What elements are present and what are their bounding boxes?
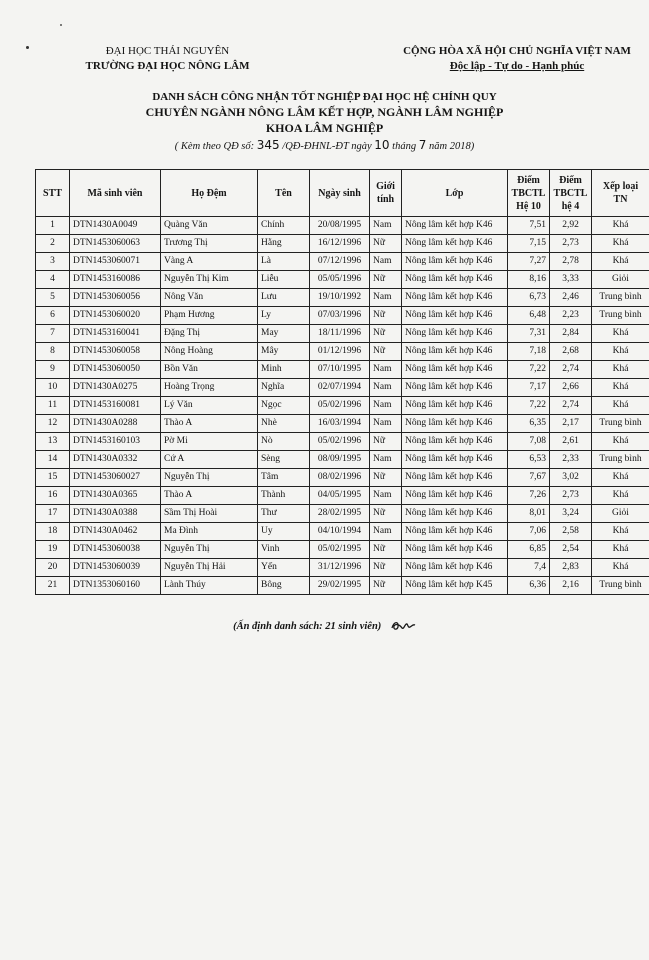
cell-student-id: DTN1353060160 [70,577,161,595]
cell-classification: Khá [592,217,649,235]
cell-student-id: DTN1453060039 [70,559,161,577]
cell-stt: 9 [36,361,70,379]
cell-gender: Nam [370,361,402,379]
table-row [36,271,649,289]
cell-classification: Khá [592,541,649,559]
cell-gpa10: 7,22 [508,397,550,415]
cell-student-id: DTN1430A0462 [70,523,161,541]
cell-birth-date: 01/12/1996 [310,343,370,361]
document-title: DANH SÁCH CÔNG NHẬN TỐT NGHIỆP ĐẠI HỌC HỆ CHÍNH QUY [152,91,497,103]
scan-speck [60,24,62,26]
cell-classification: Giỏi [592,271,649,289]
cell-gpa4: 2,23 [550,307,592,325]
cell-stt: 6 [36,307,70,325]
cell-first-name: Yến [258,559,310,577]
cell-student-id: DTN1453060020 [70,307,161,325]
table-row [36,469,649,487]
national-header [385,44,649,74]
cell-stt: 10 [36,379,70,397]
cell-gpa4: 2,78 [550,253,592,271]
cell-student-id: DTN1430A0049 [70,217,161,235]
cell-gpa10: 7,51 [508,217,550,235]
table-row [36,487,649,505]
cell-gpa10: 7,31 [508,325,550,343]
cell-birth-date: 07/12/1996 [310,253,370,271]
cell-classification: Khá [592,325,649,343]
cell-gender: Nam [370,253,402,271]
cell-student-id: DTN1453060071 [70,253,161,271]
cell-middle-name: Cứ A [161,451,258,469]
cell-middle-name: Nguyễn Thị Kim [161,271,258,289]
total-note: (Ấn định danh sách: 21 sinh viên) [233,620,382,632]
cell-classification: Khá [592,361,649,379]
table-row [36,415,649,433]
cell-gender: Nam [370,523,402,541]
cell-gpa4: 2,92 [550,217,592,235]
cell-birth-date: 05/02/1995 [310,541,370,559]
cell-class: Nông lâm kết hợp K46 [402,397,508,415]
program-title: CHUYÊN NGÀNH NÔNG LÂM KẾT HỢP, NGÀNH LÂM NGHIỆP [145,105,504,119]
cell-classification: Trung bình [592,577,649,595]
cell-stt: 4 [36,271,70,289]
cell-birth-date: 28/02/1995 [310,505,370,523]
cell-birth-date: 07/03/1996 [310,307,370,325]
cell-stt: 20 [36,559,70,577]
cell-classification: Giỏi [592,505,649,523]
cell-first-name: Tâm [258,469,310,487]
cell-gender: Nữ [370,469,402,487]
table-row [36,361,649,379]
cell-stt: 17 [36,505,70,523]
cell-gpa10: 6,85 [508,541,550,559]
cell-gpa4: 3,24 [550,505,592,523]
table-row [36,397,649,415]
cell-birth-date: 16/03/1994 [310,415,370,433]
cell-birth-date: 04/05/1995 [310,487,370,505]
table-row [36,451,649,469]
cell-stt: 2 [36,235,70,253]
cell-first-name: Là [258,253,310,271]
cell-birth-date: 08/02/1996 [310,469,370,487]
cell-middle-name: Thào A [161,487,258,505]
cell-student-id: DTN1453060050 [70,361,161,379]
cell-class: Nông lâm kết hợp K46 [402,307,508,325]
cell-middle-name: Ma Đình [161,523,258,541]
cell-stt: 11 [36,397,70,415]
cell-middle-name: Vàng A [161,253,258,271]
cell-class: Nông lâm kết hợp K46 [402,361,508,379]
cell-gpa10: 7,15 [508,235,550,253]
cell-classification: Khá [592,433,649,451]
cell-gender: Nữ [370,577,402,595]
cell-class: Nông lâm kết hợp K46 [402,343,508,361]
cell-gender: Nữ [370,343,402,361]
cell-class: Nông lâm kết hợp K46 [402,379,508,397]
cell-stt: 16 [36,487,70,505]
cell-gpa4: 2,66 [550,379,592,397]
cell-first-name: Lưu [258,289,310,307]
cell-stt: 8 [36,343,70,361]
cell-gpa10: 6,36 [508,577,550,595]
cell-gpa4: 2,84 [550,325,592,343]
cell-first-name: Ngọc [258,397,310,415]
cell-student-id: DTN1430A0388 [70,505,161,523]
cell-middle-name: Trương Thị [161,235,258,253]
cell-classification: Khá [592,397,649,415]
cell-gender: Nữ [370,325,402,343]
col-header-stt: STT [36,170,70,217]
cell-class: Nông lâm kết hợp K46 [402,451,508,469]
cell-first-name: Ly [258,307,310,325]
cell-classification: Trung bình [592,415,649,433]
cell-birth-date: 18/11/1996 [310,325,370,343]
cell-classification: Khá [592,253,649,271]
cell-middle-name: Nguyễn Thị Hải [161,559,258,577]
cell-student-id: DTN1453160086 [70,271,161,289]
cell-gpa4: 2,46 [550,289,592,307]
cell-gpa4: 2,68 [550,343,592,361]
col-header-first-name: Tên [258,170,310,217]
cell-gender: Nam [370,451,402,469]
cell-first-name: Sèng [258,451,310,469]
cell-student-id: DTN1453060027 [70,469,161,487]
cell-gender: Nam [370,289,402,307]
cell-first-name: Minh [258,361,310,379]
document-title-block [0,90,649,155]
cell-birth-date: 05/05/1996 [310,271,370,289]
table-row [36,235,649,253]
cell-first-name: Thư [258,505,310,523]
cell-middle-name: Đặng Thị [161,325,258,343]
handwritten-day: 10 [374,138,390,152]
cell-gender: Nam [370,487,402,505]
cell-class: Nông lâm kết hợp K45 [402,577,508,595]
cell-gender: Nam [370,217,402,235]
cell-gpa10: 6,48 [508,307,550,325]
cell-middle-name: Quàng Văn [161,217,258,235]
cell-gpa10: 6,53 [508,451,550,469]
cell-first-name: May [258,325,310,343]
cell-student-id: DTN1453160081 [70,397,161,415]
handwritten-month: 7 [418,138,427,152]
cell-gpa4: 2,61 [550,433,592,451]
cell-first-name: Thành [258,487,310,505]
table-row [36,379,649,397]
cell-stt: 15 [36,469,70,487]
cell-stt: 21 [36,577,70,595]
cell-class: Nông lâm kết hợp K46 [402,523,508,541]
graduates-table [35,169,649,595]
cell-gender: Nữ [370,307,402,325]
cell-first-name: Vinh [258,541,310,559]
cell-class: Nông lâm kết hợp K46 [402,487,508,505]
institution-header [60,44,275,74]
cell-class: Nông lâm kết hợp K46 [402,433,508,451]
cell-class: Nông lâm kết hợp K46 [402,253,508,271]
cell-middle-name: Sầm Thị Hoài [161,505,258,523]
cell-stt: 1 [36,217,70,235]
cell-student-id: DTN1453060056 [70,289,161,307]
cell-gpa4: 3,02 [550,469,592,487]
cell-classification: Khá [592,523,649,541]
cell-middle-name: Nông Văn [161,289,258,307]
cell-student-id: DTN1453060063 [70,235,161,253]
motto: Độc lập - Tự do - Hạnh phúc [449,60,585,72]
cell-first-name: Hằng [258,235,310,253]
cell-gpa4: 2,16 [550,577,592,595]
cell-first-name: Nghĩa [258,379,310,397]
cell-gpa10: 7,4 [508,559,550,577]
cell-middle-name: Nông Hoàng [161,343,258,361]
cell-gender: Nam [370,397,402,415]
cell-student-id: DTN1430A0365 [70,487,161,505]
cell-birth-date: 02/07/1994 [310,379,370,397]
cell-classification: Trung bình [592,307,649,325]
cell-class: Nông lâm kết hợp K46 [402,469,508,487]
cell-student-id: DTN1453060038 [70,541,161,559]
cell-class: Nông lâm kết hợp K46 [402,217,508,235]
cell-gpa10: 7,18 [508,343,550,361]
decision-reference: ( Kèm theo QĐ số: 345 /QĐ-ĐHNL-ĐT ngày 10 tháng 7 năm 2018) [174,138,475,152]
cell-gender: Nam [370,415,402,433]
cell-class: Nông lâm kết hợp K46 [402,271,508,289]
col-header-birth-date: Ngày sinh [310,170,370,217]
cell-gpa4: 2,54 [550,541,592,559]
table-row [36,253,649,271]
table-row [36,505,649,523]
cell-gender: Nữ [370,541,402,559]
cell-gpa4: 2,74 [550,361,592,379]
cell-class: Nông lâm kết hợp K46 [402,505,508,523]
cell-first-name: Liễu [258,271,310,289]
cell-gpa10: 6,73 [508,289,550,307]
table-row [36,217,649,235]
cell-classification: Khá [592,487,649,505]
cell-middle-name: Thào A [161,415,258,433]
table-row [36,577,649,595]
col-header-gender: Giới tính [370,170,402,217]
cell-stt: 3 [36,253,70,271]
table-row [36,559,649,577]
cell-gpa4: 2,17 [550,415,592,433]
cell-gpa10: 7,27 [508,253,550,271]
cell-birth-date: 31/12/1996 [310,559,370,577]
cell-gpa10: 7,67 [508,469,550,487]
cell-class: Nông lâm kết hợp K46 [402,559,508,577]
university-name: ĐẠI HỌC THÁI NGUYÊN [105,45,230,57]
cell-gpa4: 2,73 [550,487,592,505]
cell-student-id: DTN1430A0275 [70,379,161,397]
cell-classification: Trung bình [592,289,649,307]
cell-gpa10: 7,17 [508,379,550,397]
cell-middle-name: Nguyễn Thị [161,541,258,559]
handwritten-decision-number: 345 [256,138,280,152]
cell-stt: 5 [36,289,70,307]
cell-gender: Nữ [370,505,402,523]
cell-first-name: Chính [258,217,310,235]
cell-stt: 13 [36,433,70,451]
cell-classification: Trung bình [592,451,649,469]
cell-classification: Khá [592,235,649,253]
cell-birth-date: 08/09/1995 [310,451,370,469]
cell-middle-name: Hoàng Trọng [161,379,258,397]
cell-gender: Nam [370,379,402,397]
cell-first-name: Nò [258,433,310,451]
cell-gpa4: 3,33 [550,271,592,289]
cell-gender: Nữ [370,433,402,451]
table-row [36,307,649,325]
cell-first-name: Uy [258,523,310,541]
cell-birth-date: 07/10/1995 [310,361,370,379]
cell-class: Nông lâm kết hợp K46 [402,541,508,559]
cell-middle-name: Lành Thúy [161,577,258,595]
list-footer [0,618,649,635]
cell-stt: 18 [36,523,70,541]
cell-birth-date: 19/10/1992 [310,289,370,307]
cell-class: Nông lâm kết hợp K46 [402,289,508,307]
col-header-middle-name: Họ Đệm [161,170,258,217]
cell-gpa10: 7,26 [508,487,550,505]
table-row [36,433,649,451]
cell-gpa10: 8,16 [508,271,550,289]
cell-gpa4: 2,73 [550,235,592,253]
scan-speck [26,46,29,49]
faculty-title: KHOA LÂM NGHIỆP [265,121,384,135]
table-row [36,289,649,307]
country-name: CỘNG HÒA XÃ HỘI CHỦ NGHĨA VIỆT NAM [403,45,631,57]
cell-gender: Nữ [370,271,402,289]
school-name: TRƯỜNG ĐẠI HỌC NÔNG LÂM [85,60,250,72]
cell-student-id: DTN1430A0332 [70,451,161,469]
col-header-gpa10: Điểm TBCTL Hệ 10 [508,170,550,217]
col-header-student-id: Mã sinh viên [70,170,161,217]
cell-stt: 7 [36,325,70,343]
cell-classification: Khá [592,559,649,577]
cell-gender: Nữ [370,559,402,577]
col-header-class: Lớp [402,170,508,217]
col-header-gpa4: Điểm TBCTL hệ 4 [550,170,592,217]
cell-stt: 14 [36,451,70,469]
cell-birth-date: 05/02/1996 [310,433,370,451]
cell-first-name: Bông [258,577,310,595]
cell-gpa10: 7,06 [508,523,550,541]
cell-classification: Khá [592,379,649,397]
table-body [36,217,649,595]
cell-middle-name: Pờ Mi [161,433,258,451]
cell-classification: Khá [592,469,649,487]
cell-class: Nông lâm kết hợp K46 [402,235,508,253]
cell-birth-date: 20/08/1995 [310,217,370,235]
cell-stt: 19 [36,541,70,559]
table-row [36,523,649,541]
cell-gpa10: 8,01 [508,505,550,523]
cell-classification: Khá [592,343,649,361]
cell-first-name: Mây [258,343,310,361]
cell-class: Nông lâm kết hợp K46 [402,415,508,433]
cell-student-id: DTN1453160041 [70,325,161,343]
cell-stt: 12 [36,415,70,433]
cell-gpa4: 2,74 [550,397,592,415]
cell-gpa4: 2,33 [550,451,592,469]
cell-student-id: DTN1453160103 [70,433,161,451]
cell-first-name: Nhè [258,415,310,433]
cell-middle-name: Bồn Văn [161,361,258,379]
cell-middle-name: Nguyễn Thị [161,469,258,487]
initials-signature [390,618,416,635]
cell-gpa10: 6,35 [508,415,550,433]
cell-middle-name: Lý Văn [161,397,258,415]
table-row [36,325,649,343]
cell-student-id: DTN1453060058 [70,343,161,361]
cell-birth-date: 04/10/1994 [310,523,370,541]
cell-gpa4: 2,58 [550,523,592,541]
cell-gpa10: 7,08 [508,433,550,451]
col-header-classification: Xếp loại TN [592,170,649,217]
cell-middle-name: Phạm Hương [161,307,258,325]
table-row [36,343,649,361]
cell-class: Nông lâm kết hợp K46 [402,325,508,343]
cell-student-id: DTN1430A0288 [70,415,161,433]
cell-gender: Nữ [370,235,402,253]
cell-birth-date: 16/12/1996 [310,235,370,253]
cell-birth-date: 05/02/1996 [310,397,370,415]
cell-gpa10: 7,22 [508,361,550,379]
cell-birth-date: 29/02/1995 [310,577,370,595]
table-row [36,541,649,559]
table-header-row [36,170,649,217]
cell-gpa4: 2,83 [550,559,592,577]
